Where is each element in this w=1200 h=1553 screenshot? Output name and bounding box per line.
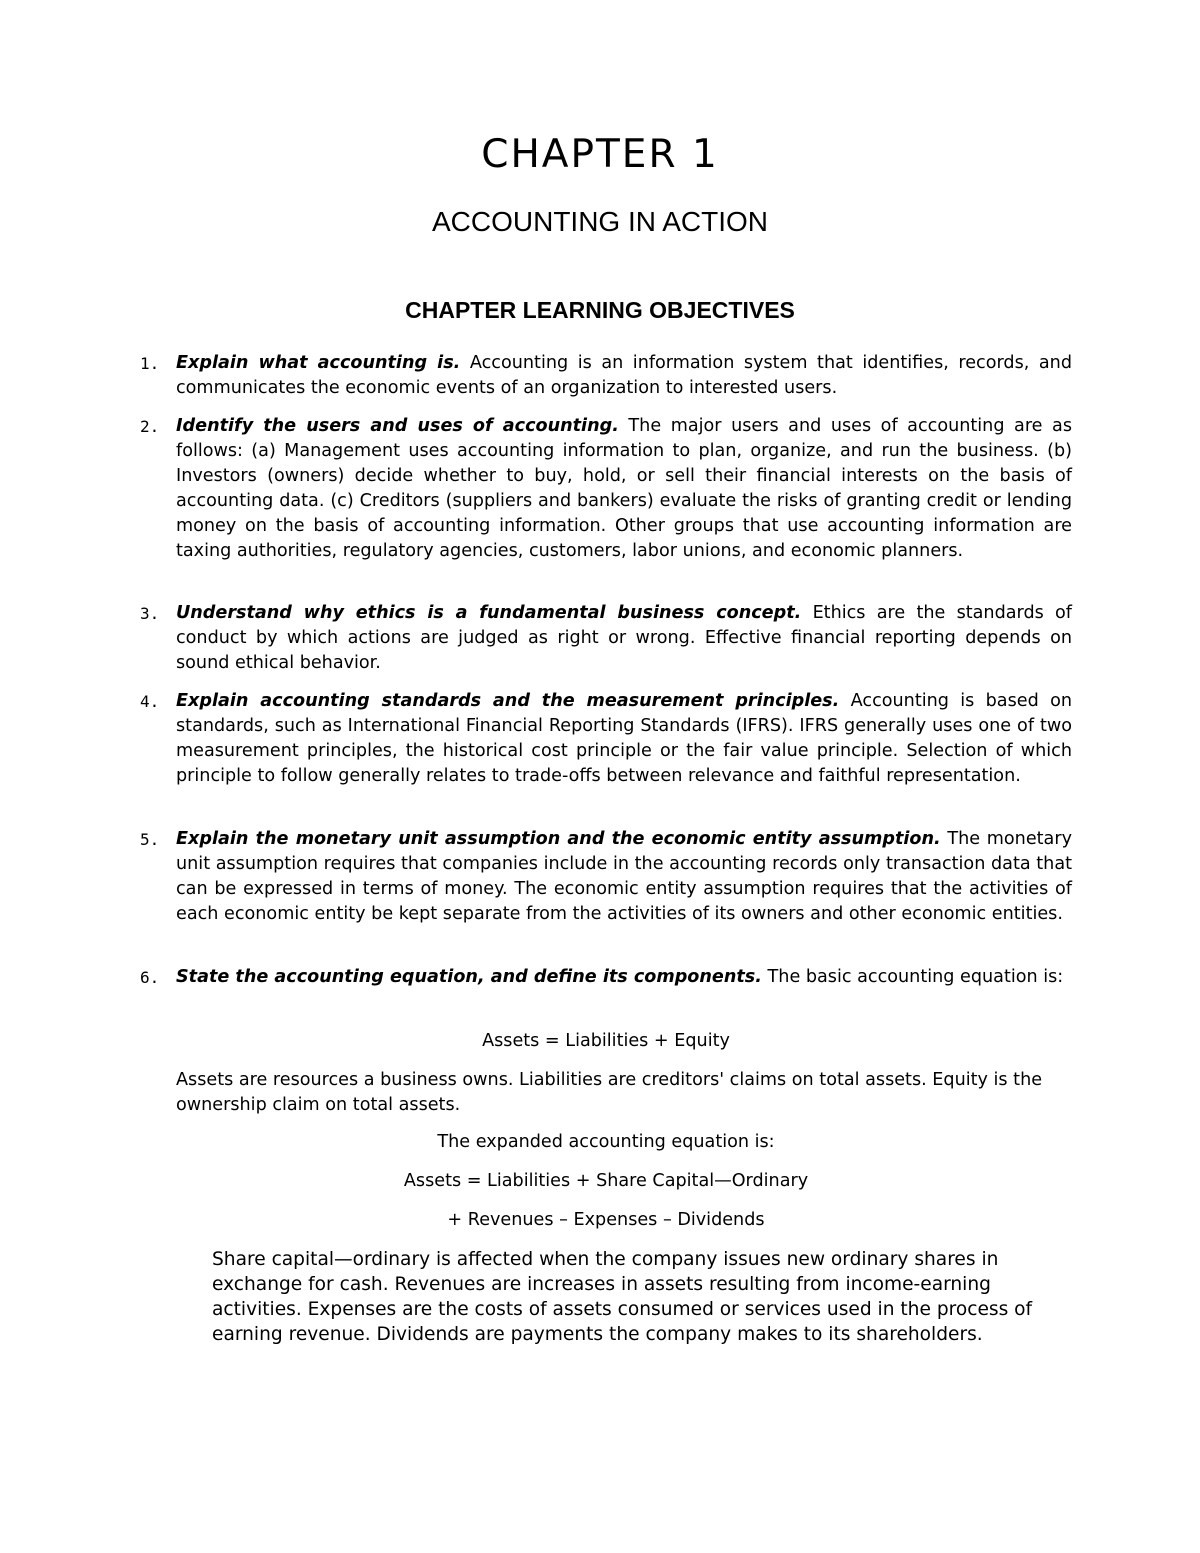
objective-item	[140, 689, 1072, 789]
objective-body	[176, 601, 1072, 676]
assets-paragraph: Assets are resources a business owns. Liabilities are creditors' claims on total assets. Equity is the ownership claim on total assets.	[176, 1070, 1043, 1115]
basic-accounting-equation: Assets = Liabilities + Equity	[482, 1031, 730, 1051]
objective-number: 2.	[140, 417, 160, 436]
objective-body	[176, 414, 1072, 564]
objective-lead: Explain accounting standards and the measurement principles.	[176, 691, 840, 711]
objective-lead: Explain what accounting is.	[176, 353, 461, 373]
expanded-equation-line-2: + Revenues – Expenses – Dividends	[447, 1210, 765, 1230]
objective-item	[140, 601, 1072, 676]
expanded-equation-line-1: Assets = Liabilities + Share Capital—Ordinary	[403, 1171, 809, 1191]
objective-text: Accounting is based on standards, such as International Financial Reporting Standards (IFRS). IFRS generally uses one of two measurement principles, the historical cost principle or the fair value principle. Selection of which principle to follow generally relates to trade-offs between relevance and faithful representation.	[176, 691, 1072, 786]
share-capital-paragraph: Share capital—ordinary is affected when the company issues new ordinary shares in exchange for cash. Revenues are increases in assets resulting from income-earning activities. Expenses are the costs of assets consumed or services used in the process of earning revenue. Dividends are payments the company makes to its shareholders.	[212, 1249, 1033, 1345]
objective-text: Accounting is an information system that identifies, records, and communicates the economic events of an organization to interested users.	[176, 353, 1072, 398]
objective-number: 4.	[140, 692, 160, 711]
chapter-number: CHAPTER 1	[481, 132, 719, 177]
objective-text: The monetary unit assumption requires that companies include in the accounting records only transaction data that can be expressed in terms of money. The economic entity assumption requires that the activities of each economic entity be kept separate from the activities of its owners and other economic entities.	[176, 829, 1072, 924]
objective-item	[140, 965, 1072, 990]
objective-item	[140, 827, 1072, 927]
objective-lead: Understand why ethics is a fundamental business concept.	[176, 603, 802, 623]
objective-body	[176, 689, 1072, 789]
objective-text: Ethics are the standards of conduct by which actions are judged as right or wrong. Effective financial reporting depends on sound ethical behavior.	[176, 603, 1073, 673]
objective-number: 3.	[140, 604, 160, 623]
objective-text: The basic accounting equation is:	[761, 967, 1064, 987]
chapter-title: ACCOUNTING IN ACTION	[431, 206, 768, 237]
objective-number: 5.	[140, 830, 160, 849]
objective-item	[140, 414, 1072, 564]
objective-number: 1.	[140, 354, 160, 373]
objective-text: The major users and uses of accounting are as follows: (a) Management uses accounting information to plan, organize, and run the business. (b) Investors (owners) decide whether to buy, hold, or sell their financial interests on the basis of accounting data. (c) Creditors (suppliers and bankers) evaluate the risks of granting credit or lending money on the basis of accounting information. Other groups that use accounting information are taxing authorities, regulatory agencies, customers, labor unions, and economic planners.	[176, 416, 1072, 561]
objective-body	[176, 827, 1072, 927]
objective-body	[176, 351, 1072, 401]
objective-body	[176, 965, 1072, 990]
objective-lead: State the accounting equation, and define its components.	[176, 967, 762, 987]
objectives-heading: CHAPTER LEARNING OBJECTIVES	[405, 297, 795, 323]
objective-number: 6.	[140, 968, 160, 987]
expanded-equation-intro: The expanded accounting equation is:	[437, 1132, 775, 1152]
objective-lead: Identify the users and uses of accounting.	[176, 416, 619, 436]
objective-item	[140, 351, 1072, 401]
objective-lead: Explain the monetary unit assumption and the economic entity assumption.	[176, 829, 941, 849]
